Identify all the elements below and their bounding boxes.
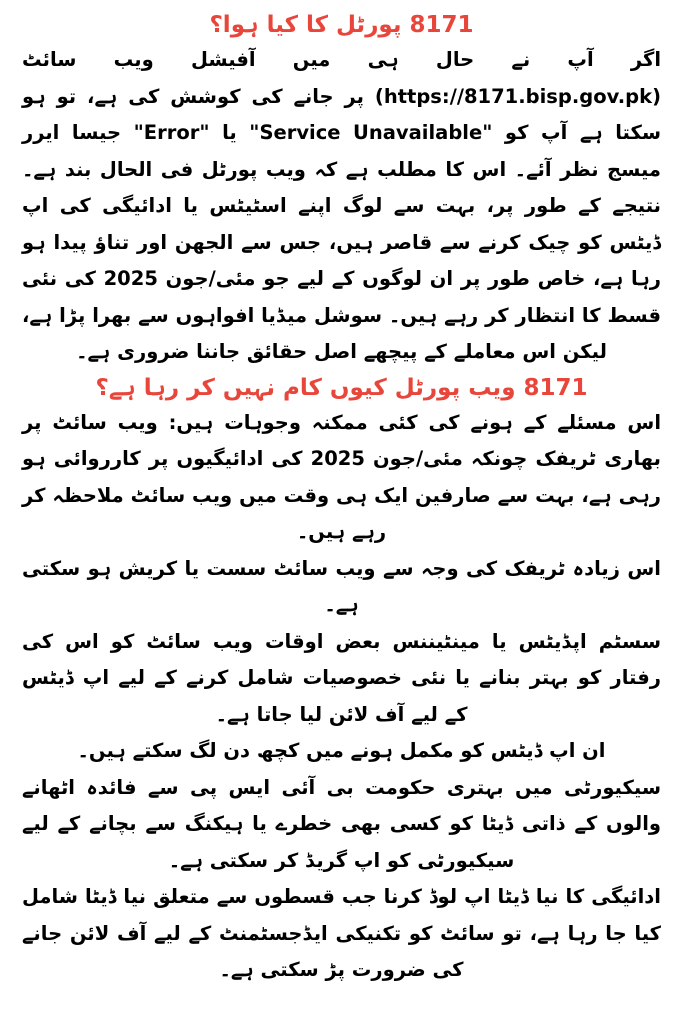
paragraph-portal-down: اگر آپ نے حال ہی میں آفیشل ویب سائٹ (https://8171.bisp.gov.pk) پر جانے کی کوشش کی ہے، تو ہو سکتا ہے آپ کو "Service Unavailable" یا "Error" جیسا ایرر میسج نظر آئے۔ اس کا مطلب ہے کہ ویب پورٹل فی الحال بند ہے۔ نتیجے کے طور پر، بہت سے لوگ اپنے اسٹیٹس یا ادائیگی کی اپ ڈیٹس کو چیک کرنے سے قاصر ہیں، جس سے الجھن اور تناؤ پیدا ہو رہا ہے، خاص طور پر ان لوگوں کے لیے جو مئی/جون 2025 کی نئی قسط کا انتظار کر رہے ہیں۔ سوشل میڈیا افواہوں سے بھرا پڑا ہے، لیکن اس معاملے کے پیچھے اصل حقائق جاننا ضروری ہے۔ xyxy=(22,48,662,363)
heading-what-happened-to-portal: 8171 پورٹل کا کیا ہوا؟ xyxy=(209,12,474,38)
heading-why-portal-not-working: 8171 ویب پورٹل کیوں کام نہیں کر رہا ہے؟ xyxy=(95,374,588,401)
article xyxy=(22,8,661,989)
paragraph-heavy-traffic: اس مسئلے کے ہونے کی کئی ممکنہ وجوہات ہیں: ویب سائٹ پر بھاری ٹریفک چونکہ مئی/جون 2025 کی ادائیگیوں پر کارروائی ہو رہی ہے، بہت سے صارفین ایک ہی وقت میں ویب سائٹ ملاحظہ کر رہے ہیں۔ xyxy=(22,410,661,543)
paragraph-site-crash: اس زیادہ ٹریفک کی وجہ سے ویب سائٹ سست یا کریش ہو سکتی ہے۔ xyxy=(22,556,661,616)
paragraph-new-payment-data: ادائیگی کا نیا ڈیٹا اپ لوڈ کرنا جب قسطوں سے متعلق نیا ڈیٹا شامل کیا جا رہا ہے، تو سائٹ کو تکنیکی ایڈجسٹمنٹ کے لیے آف لائن جانے کی ضرورت پڑ سکتی ہے۔ xyxy=(22,885,661,981)
paragraph-maintenance: سسٹم اپڈیٹس یا مینٹیننس بعض اوقات ویب سائٹ کو اس کی رفتار کو بہتر بنانے یا نئی خصوصیات شامل کرنے کے لیے اپ ڈیٹس کے لیے آف لائن لیا جاتا ہے۔ xyxy=(22,629,661,726)
paragraph-update-duration: ان اپ ڈیٹس کو مکمل ہونے میں کچھ دن لگ سکتے ہیں۔ xyxy=(77,739,606,762)
paragraph-security-upgrade: سیکیورٹی میں بہتری حکومت بی آئی ایس پی سے فائدہ اٹھانے والوں کے ذاتی ڈیٹا کو کسی بھی خطرے یا ہیکنگ سے بچانے کے لیے سیکیورٹی کو اپ گریڈ کر سکتی ہے۔ xyxy=(22,775,661,872)
